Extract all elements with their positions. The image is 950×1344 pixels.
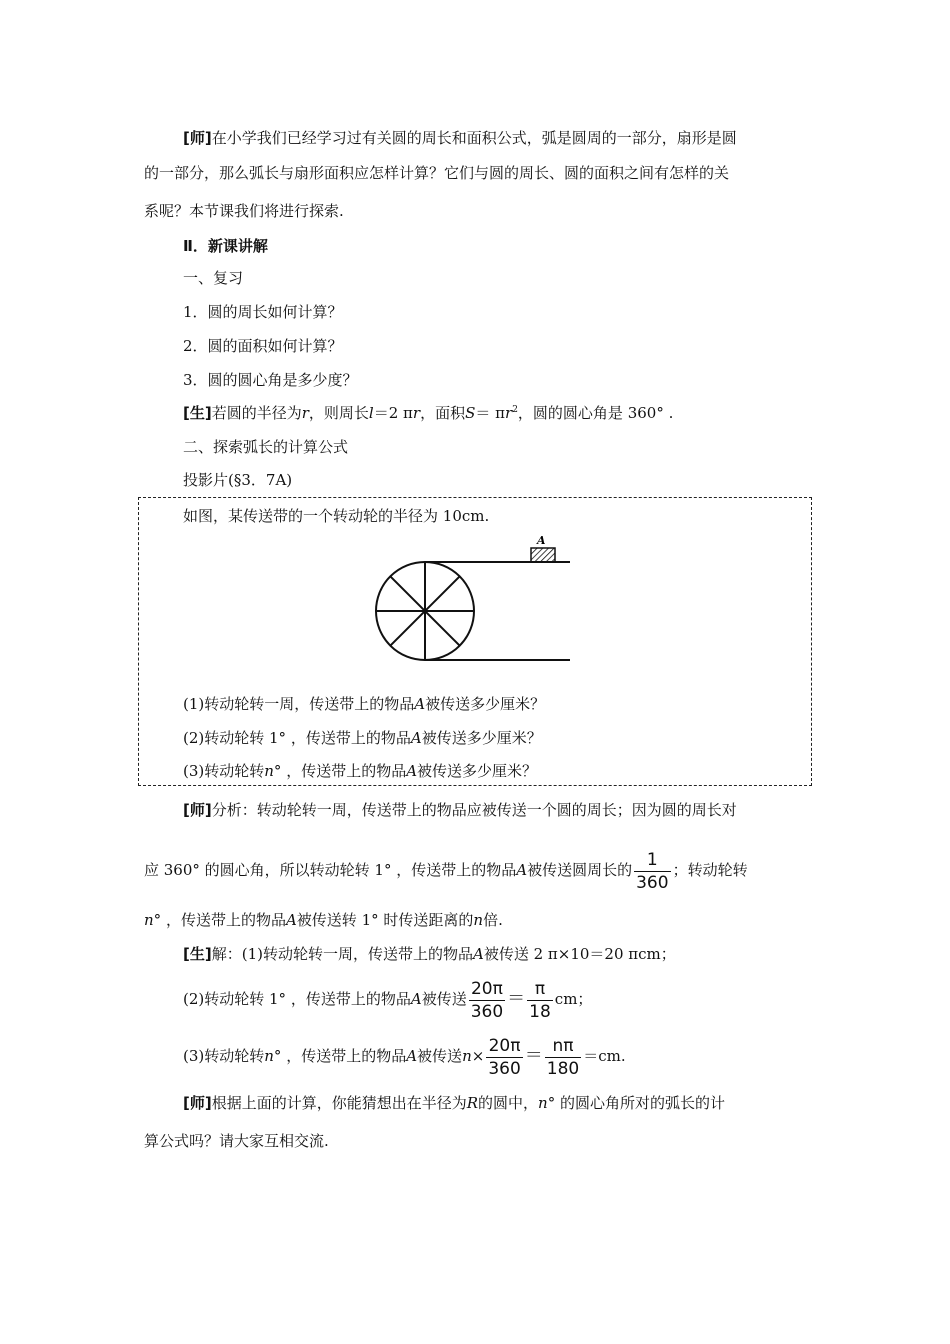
- box-question-1: [183, 694, 545, 714]
- solution-text: 被传送: [417, 1047, 463, 1065]
- student-answer: [183, 403, 673, 423]
- fraction-1-360: [634, 849, 670, 894]
- intro-line-2: 的一部分，那么弧长与扇形面积应怎样计算？它们与圆的周长、圆的面积之间有怎样的关: [144, 164, 730, 182]
- solution-line-3: [183, 1032, 626, 1080]
- analysis-text: 被传送转 1° 时传送距离的: [296, 911, 474, 929]
- intro-text-1: 在小学我们已经学习过有关圆的周长和面积公式，弧是圆周的一部分，扇形是圆: [211, 129, 737, 147]
- fraction-denominator: 360: [636, 872, 669, 893]
- answer-text: ＝ π: [475, 404, 506, 422]
- fraction-20pi-360: [469, 978, 505, 1023]
- times-sign: ×: [471, 1047, 485, 1065]
- solution-text: (3)转动轮转: [183, 1047, 265, 1065]
- var-a: A: [410, 990, 422, 1008]
- fraction-numerator: 1: [634, 849, 670, 872]
- analysis-text: 被传送圆周长的: [527, 861, 633, 879]
- teacher-tag: [师]: [183, 801, 212, 819]
- exponent: 2: [512, 405, 518, 415]
- fraction-numerator: 20π: [486, 1035, 522, 1058]
- var-s: S: [465, 404, 476, 422]
- solution-text: ° ，传送带上的物品: [273, 1047, 407, 1065]
- answer-text: ＝2 π: [373, 404, 413, 422]
- answer-text: 若圆的半径为: [211, 404, 302, 422]
- closing-text: 的圆中，: [478, 1094, 539, 1112]
- analysis-text: ° ，传送带上的物品: [153, 911, 286, 929]
- answer-text: ，面积: [420, 404, 466, 422]
- review-question-1: 1．圆的周长如何计算？: [183, 303, 343, 321]
- fraction-numerator: nπ: [545, 1035, 581, 1058]
- solution-line-2: [183, 975, 592, 1023]
- analysis-text: 倍.: [483, 911, 503, 929]
- var-r-upper: R: [466, 1094, 479, 1112]
- fraction-denominator: 360: [470, 1001, 504, 1022]
- solution-line-1: [183, 944, 676, 964]
- analysis-line-2: [144, 846, 748, 894]
- item-a-block: [531, 548, 555, 562]
- review-question-2: 2．圆的面积如何计算？: [183, 337, 343, 355]
- question-text: 被传送多少厘米？: [425, 695, 546, 713]
- analysis-text: ；转动轮转: [672, 861, 748, 879]
- review-heading: 一、复习: [183, 269, 244, 287]
- question-text: ° ，传送带上的物品: [273, 762, 407, 780]
- var-n: n: [264, 762, 274, 780]
- var-r: r: [301, 404, 309, 422]
- equals-sign: ＝: [524, 1045, 543, 1066]
- box-question-2: [183, 728, 542, 748]
- student-tag: [生]: [183, 404, 212, 422]
- var-a: A: [410, 729, 422, 747]
- fraction-npi-180: [545, 1035, 581, 1080]
- var-n: n: [462, 1047, 472, 1065]
- intro-line-3: 系呢？本节课我们将进行探索.: [144, 202, 344, 220]
- fraction-numerator: 20π: [469, 978, 505, 1001]
- var-a: A: [472, 945, 484, 963]
- fraction-denominator: 18: [529, 1001, 551, 1022]
- question-text: 被传送多少厘米？: [421, 729, 542, 747]
- solution-text: 被传送: [421, 990, 467, 1008]
- question-text: (2)转动轮转 1° ，传送带上的物品: [183, 729, 411, 747]
- answer-text: ，则周长: [308, 404, 369, 422]
- item-a-label: A: [537, 534, 546, 547]
- analysis-text: 分析：转动轮转一周，传送带上的物品应被传送一个圆的周长；因为圆的周长对: [211, 801, 737, 819]
- var-a: A: [406, 1047, 418, 1065]
- answer-text: ，圆的圆心角是 360° .: [517, 404, 674, 422]
- section-heading: Ⅱ．新课讲解: [183, 237, 268, 255]
- var-a: A: [285, 911, 297, 929]
- conveyor-figure: [370, 528, 580, 668]
- var-a: A: [516, 861, 528, 879]
- fraction-numerator: π: [527, 978, 553, 1001]
- closing-text: ° 的圆心角所对的弧长的计: [547, 1094, 725, 1112]
- var-n: n: [538, 1094, 548, 1112]
- question-text: (3)转动轮转: [183, 762, 265, 780]
- var-a: A: [414, 695, 426, 713]
- analysis-line-3: [144, 910, 503, 930]
- solution-text: 解：(1)转动轮转一周，传送带上的物品: [211, 945, 473, 963]
- fraction-20pi-360: [486, 1035, 522, 1080]
- solution-text: 被传送 2 π×10＝20 πcm；: [483, 945, 676, 963]
- box-question-3: [183, 761, 537, 781]
- question-text: 被传送多少厘米？: [417, 762, 538, 780]
- solution-text: ＝cm.: [583, 1047, 626, 1065]
- intro-line-1: [183, 128, 737, 148]
- fraction-denominator: 180: [546, 1058, 580, 1079]
- student-tag: [生]: [183, 945, 212, 963]
- question-text: (1)转动轮转一周，传送带上的物品: [183, 695, 415, 713]
- closing-line-1: [183, 1093, 725, 1113]
- equals-sign: ＝: [507, 988, 526, 1009]
- analysis-text: 应 360° 的圆心角，所以转动轮转 1° ，传送带上的物品: [144, 861, 517, 879]
- analysis-line-1: [183, 800, 737, 820]
- var-n: n: [264, 1047, 274, 1065]
- var-l: l: [368, 404, 374, 422]
- var-r: r: [505, 404, 513, 422]
- slide-label: 投影片(§3．7A): [183, 471, 293, 489]
- box-intro: 如图，某传送带的一个转动轮的半径为 10cm.: [183, 507, 490, 525]
- closing-text: 根据上面的计算，你能猜想出在半径为: [211, 1094, 467, 1112]
- fraction-pi-18: [527, 978, 553, 1023]
- solution-text: (2)转动轮转 1° ，传送带上的物品: [183, 990, 411, 1008]
- solution-text: cm；: [554, 990, 593, 1008]
- review-question-3: 3．圆的圆心角是多少度？: [183, 371, 358, 389]
- var-n: n: [473, 911, 484, 929]
- fraction-denominator: 360: [488, 1058, 521, 1079]
- teacher-tag: [师]: [183, 1094, 212, 1112]
- closing-line-2: 算公式吗？请大家互相交流.: [144, 1132, 329, 1150]
- explore-heading: 二、探索弧长的计算公式: [183, 438, 349, 456]
- teacher-tag: [师]: [183, 129, 212, 147]
- var-a: A: [406, 762, 418, 780]
- var-n: n: [144, 911, 154, 929]
- var-r: r: [412, 404, 421, 422]
